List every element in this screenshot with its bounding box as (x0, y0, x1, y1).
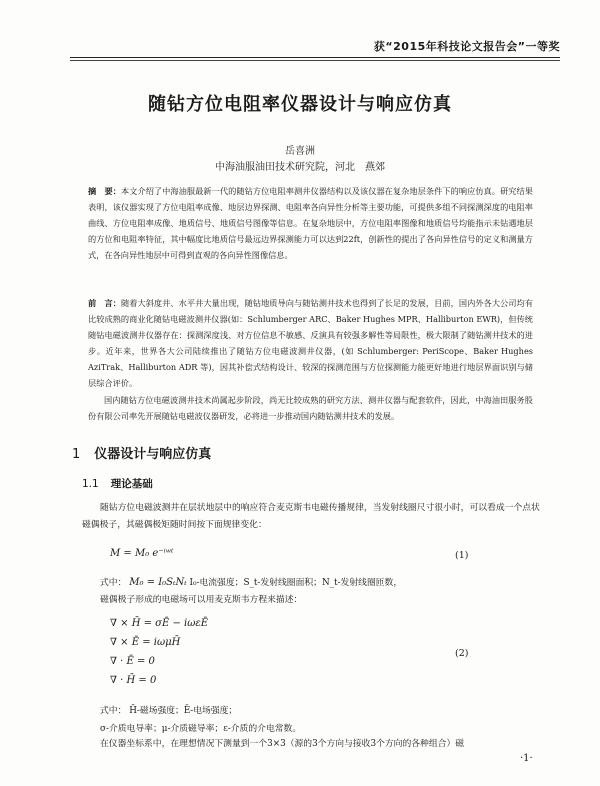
section-1-heading (72, 443, 211, 462)
section-1-1-title: 理论基础 (110, 478, 153, 490)
preface-text: 随着大斜度井、水平井大量出现，随钻地质导向与随钻测井技术也得到了长足的发展，目前，国内外各大公司均有比较成熟的商业化随钻电磁波测井仪器(如：Schlumberger ARC、Baker Hughes MPR、Halliburton EWR)，但传统随钻电磁波测井仪器存在：探测深度浅、对方位信息不敏感、反演具有较强多解性等局限性，极大限制了随钻测井技术的进步。近年来，世界各大公司陆续推出了随钻方位电磁波测井仪器，(如 Schlumberger: PeriScope、Baker Hughes AziTrak、Halliburton ADR 等)，因其补偿式结构设计、较深的探测范围与方位探测能力能更好地进行地层界面识别与储层综合评价。 (88, 298, 533, 388)
equation-1-number: (1) (455, 550, 469, 561)
equation-1-moment: M₀ = I₀SₜNₜ (129, 577, 187, 588)
abstract-text: 本文介绍了中海油服最新一代的随钻方位电阻率测井仪器结构以及该仪器在复杂地层条件下的响应仿真。研究结果表明，该仪器实现了方位电阻率成像、地层边界探测、电阻率各向异性分析等主要功能，可提供多组不同探测深度的电阻率曲线、方位电阻率成像、地质信号、地质信号图像等信息。在复杂地层中，方位电阻率图像和地质信号均能指示未钻遇地层的方位和电阻率特征，其中幅度比地质信号最远边界探测能力可以达到22ft，创新性的提出了各向异性信号的定义和测量方式，在各向异性地层中可得到直观的各向异性图像信息。 (88, 186, 533, 260)
equation-2c: ∇ · Ē = 0 (110, 656, 155, 667)
author-name: 岳喜洲 (285, 146, 315, 157)
where-label-2: 式中： (100, 706, 127, 716)
equation-1: M = M₀ e⁻ⁱʷᵗ (110, 548, 174, 559)
equation-1-definitions (100, 575, 402, 588)
preface-label: 前 言： (88, 298, 121, 308)
body-paragraph-1: 随钻方位电磁波测井在层状地层中的响应符合麦克斯韦电磁传播规律，当发射线圈尺寸很小时，可以看成一个点状磁偶极子，其磁偶极矩随时间按下面规律变化： (82, 503, 540, 530)
equation-2-def-text: H̄-磁场强度；Ē-电场强度； (129, 706, 238, 716)
section-1-1-heading (82, 476, 153, 491)
author-affiliation: 中海油服油田技术研究院，河北 燕郊 (215, 162, 385, 173)
body-paragraph-2: 磁偶极子形成的电磁场可以用麦克斯韦方程来描述： (100, 595, 303, 605)
header-rule-thin (70, 60, 560, 61)
header-rule (70, 57, 560, 58)
equation-2b: ∇ × Ē = iωμH̄ (110, 637, 181, 648)
abstract-label: 摘 要： (88, 186, 121, 196)
section-1-1-number: 1.1 (82, 478, 99, 490)
abstract-paragraph (88, 183, 533, 263)
section-1-number: 1 (72, 447, 81, 462)
preface-paragraph-2: 国内随钻方位电磁波测井技术尚属起步阶段，尚无比较成熟的研究方法、测井仪器与配套软件，因此，中海油田服务股份有限公司率先开展随钻电磁波仪器研发，必将进一步推动国内随钻测井技术的发展。 (88, 395, 533, 421)
equation-2-number: (2) (455, 648, 469, 659)
section-1-title: 仪器设计与响应仿真 (94, 447, 212, 462)
preface-paragraph (88, 295, 533, 391)
award-header: 获“2015年科技论文报告会”一等奖 (373, 40, 560, 53)
where-label-1: 式中： (100, 578, 127, 588)
equation-2-definitions-2: σ-介质电导率；μ-介质磁导率；ε-介质的介电常数。 (100, 724, 302, 734)
body-paragraph-3: 在仪器坐标系中，在理想情况下测量到一个3×3（源的3个方向与接收3个方向的各种组合）磁 (100, 739, 465, 749)
equation-1-def-text: I₀-电流强度；S_t-发射线圈面积；N_t-发射线圈匝数， (189, 578, 403, 588)
paper-title: 随钻方位电阻率仪器设计与响应仿真 (148, 94, 452, 115)
equation-2d: ∇ · H̄ = 0 (110, 675, 157, 686)
page-number: ·1· (520, 753, 533, 764)
equation-2-definitions (100, 703, 237, 716)
equation-2a: ∇ × H̄ = σĒ − iωεĒ (110, 618, 209, 629)
